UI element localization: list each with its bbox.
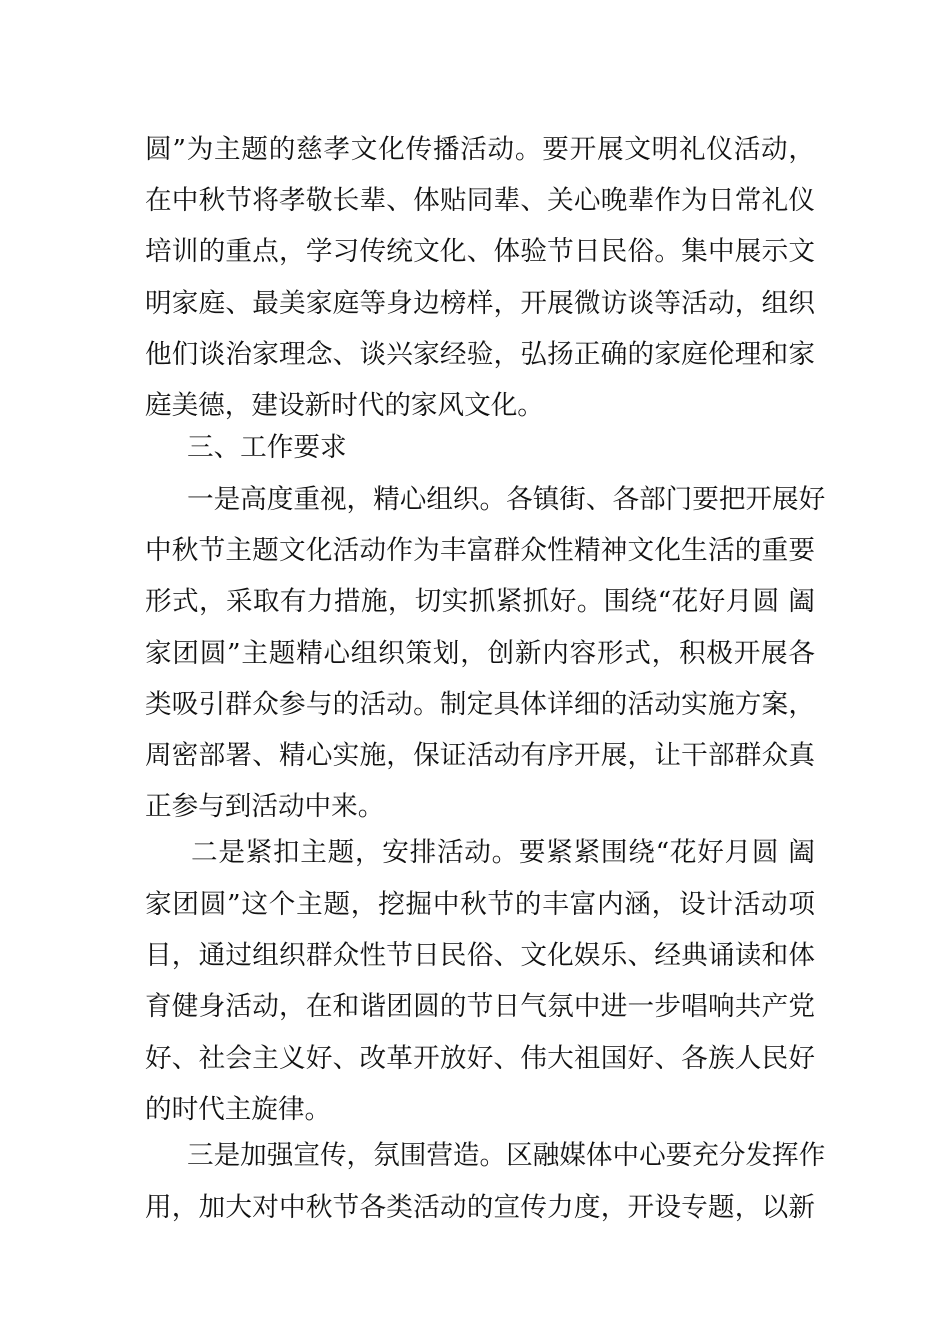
text-line: 家团圆”这个主题，挖掘中秋节的丰富内涵，设计活动项 [145, 889, 815, 920]
text-line: 形式，采取有力措施，切实抓紧抓好。围绕“花好月圆 阖 [145, 586, 815, 617]
text-line: 周密部署、精心实施，保证活动有序开展，让干部群众真 [145, 740, 815, 771]
text-line: 培训的重点，学习传统文化、体验节日民俗。集中展示文 [145, 236, 815, 267]
paragraph-first-line: 一是高度重视，精心组织。各镇街、各部门要把开展好 [187, 484, 826, 515]
text-line: 好、社会主义好、改革开放好、伟大祖国好、各族人民好 [145, 1043, 815, 1074]
text-line: 目，通过组织群众性节日民俗、文化娱乐、经典诵读和体 [145, 940, 815, 971]
text-line: 的时代主旋律。 [145, 1094, 332, 1125]
text-line: 家团圆”主题精心组织策划，创新内容形式，积极开展各 [145, 638, 815, 669]
paragraph-first-line: 三是加强宣传，氛围营造。区融媒体中心要充分发挥作 [187, 1140, 826, 1171]
text-line: 庭美德，建设新时代的家风文化。 [145, 390, 544, 421]
text-line: 正参与到活动中来。 [145, 791, 385, 822]
text-line: 他们谈治家理念、谈兴家经验，弘扬正确的家庭伦理和家 [145, 339, 815, 370]
text-line: 圆”为主题的慈孝文化传播活动。要开展文明礼仪活动， [145, 134, 815, 165]
text-line: 育健身活动，在和谐团圆的节日气氛中进一步唱响共产党 [145, 991, 815, 1022]
text-line: 中秋节主题文化活动作为丰富群众性精神文化生活的重要 [145, 535, 815, 566]
text-line: 明家庭、最美家庭等身边榜样，开展微访谈等活动，组织 [145, 288, 815, 319]
text-line: 用，加大对中秋节各类活动的宣传力度，开设专题，以新 [145, 1192, 815, 1223]
section-heading: 三、工作要求 [187, 432, 347, 463]
text-line: 类吸引群众参与的活动。制定具体详细的活动实施方案， [145, 689, 815, 720]
paragraph-first-line: 二是紧扣主题，安排活动。要紧紧围绕“花好月圆 阖 [191, 837, 815, 868]
text-line: 在中秋节将孝敬长辈、体贴同辈、关心晚辈作为日常礼仪 [145, 185, 815, 216]
